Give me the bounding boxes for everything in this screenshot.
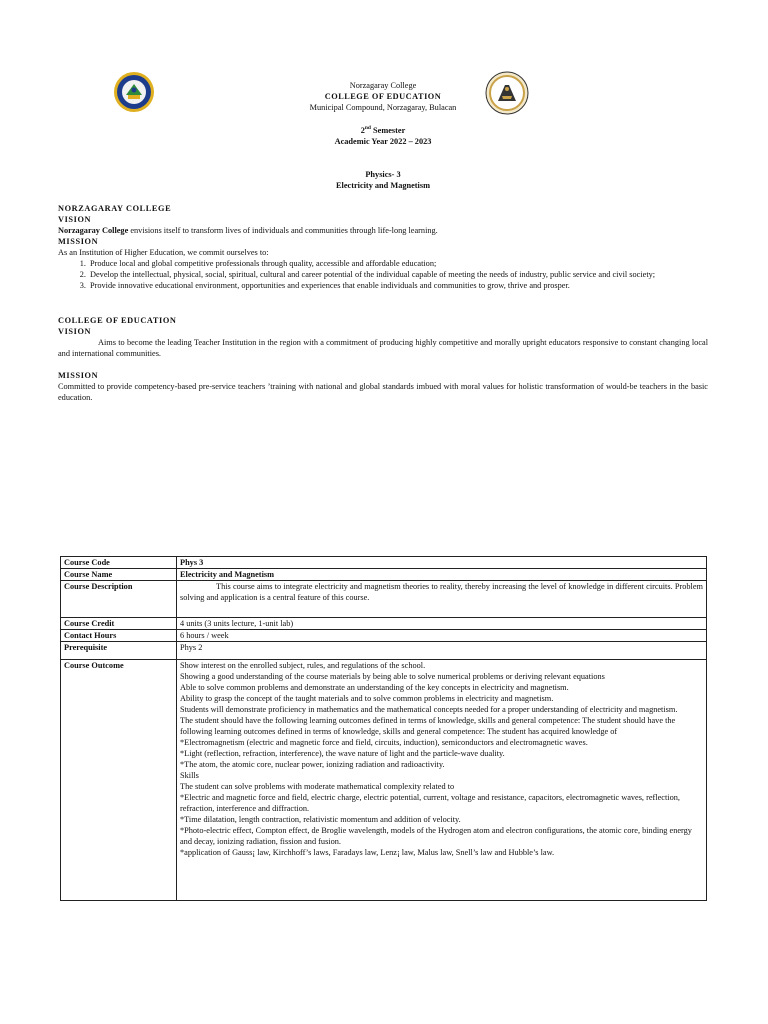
subject-block	[58, 169, 708, 191]
nc-mission-intro: As an Institution of Higher Education, we commit ourselves to:	[58, 248, 269, 257]
table-row	[61, 557, 707, 569]
list-item: 2. Develop the intellectual, physical, social, spiritual, cultural and career potential of the individual capable of meeting the needs of industry, public service and civil society;	[88, 269, 708, 280]
course-info-table	[60, 556, 707, 901]
prerequisite-label: Prerequisite	[61, 642, 177, 660]
coe-mission-label: MISSION	[58, 371, 99, 380]
list-item: Showing a good understanding of the course materials by being able to solve numerical problems or deriving relevant equations	[180, 672, 605, 681]
course-credit-label: Course Credit	[61, 618, 177, 630]
nc-mission-list	[58, 258, 708, 291]
coe-heading: COLLEGE OF EDUCATION	[58, 316, 177, 325]
coe-section	[58, 315, 708, 359]
course-credit-value: 4 units (3 units lecture, 1-unit lab)	[177, 618, 707, 630]
list-item: Show interest on the enrolled subject, rules, and regulations of the school.	[180, 661, 426, 670]
contact-hours-value: 6 hours / week	[177, 630, 707, 642]
prerequisite-value: Phys 2	[177, 642, 707, 660]
document-header	[58, 80, 708, 113]
college-address: Municipal Compound, Norzagaray, Bulacan	[309, 103, 457, 112]
subject-title: Electricity and Magnetism	[335, 181, 430, 190]
list-item: 1. Produce local and global competitive professionals through quality, accessible and affordable education;	[88, 258, 708, 269]
course-name-value: Electricity and Magnetism	[177, 569, 707, 581]
nc-mission-label: MISSION	[58, 237, 99, 246]
list-item: *Electric and magnetic force and field, electric charge, electric potential, current, voltage and resistance, capacitors, electromagnetic waves, reflection, refraction, interference and diffraction.	[180, 793, 680, 813]
list-item: *Light (reflection, refraction, interference), the wave nature of light and the particle-wave duality.	[180, 749, 505, 758]
list-item: The student should have the following learning outcomes defined in terms of knowledge, skills and general competence: The student should have the following learning outcomes defined in terms of knowledge, skills and general competence: The student has acquired knowledge of	[180, 716, 676, 736]
list-item: Skills	[180, 771, 199, 780]
course-code-label: Course Code	[61, 557, 177, 569]
course-description-value: This course aims to integrate electricity and magnetism theories to reality, thereby increasing the level of knowledge in different circuits. Problem solving and application is a central feature of this course.	[177, 581, 707, 618]
list-item: *Electromagnetism (electric and magnetic force and field, circuits, induction), semiconductors and electromagnetic waves.	[180, 738, 588, 747]
semester-block	[58, 125, 708, 147]
list-item: *application of Gauss¡ law, Kirchhoff’s laws, Faradays law, Lenz¡ law, Malus law, Snell’s law and Hubble’s law.	[180, 848, 555, 857]
course-outcome-label: Course Outcome	[61, 660, 177, 901]
course-description-label: Course Description	[61, 581, 177, 618]
nc-vision-label: VISION	[58, 215, 92, 224]
table-row	[61, 630, 707, 642]
list-item: *The atom, the atomic core, nuclear power, ionizing radiation and radioactivity.	[180, 760, 445, 769]
table-row	[61, 642, 707, 660]
list-item: Able to solve common problems and demonstrate an understanding of the key concepts in electricity and magnetism.	[180, 683, 569, 692]
coe-vision-text: Aims to become the leading Teacher Institution in the region with a commitment of producing highly competitive and morally upright educators responsive to constant changing local and international communities.	[58, 338, 708, 358]
coe-vision-label: VISION	[58, 327, 92, 336]
list-item: Students will demonstrate proficiency in mathematics and the mathematical concepts needed for a proper understanding of electricity and magnetism.	[180, 705, 678, 714]
academic-year: Academic Year 2022 – 2023	[334, 137, 432, 146]
nc-vision-text: Norzagaray College envisions itself to transform lives of individuals and communities through life-long learning.	[58, 226, 438, 235]
department-name: COLLEGE OF EDUCATION	[324, 92, 442, 101]
coe-mission-section	[58, 370, 708, 403]
coe-mission-text: Committed to provide competency-based pre-service teachers ’training with national and global standards imbued with moral values for holistic transformation of would-be teachers in the basic education.	[58, 382, 708, 402]
nc-section	[58, 203, 708, 291]
list-item: 3. Provide innovative educational environment, opportunities and experiences that enable individuals and communities to grow, thrive and prosper.	[88, 280, 708, 291]
college-name: Norzagaray College	[349, 81, 417, 90]
table-row	[61, 569, 707, 581]
nc-heading: NORZAGARAY COLLEGE	[58, 204, 172, 213]
course-name-label: Course Name	[61, 569, 177, 581]
list-item: *Time dilatation, length contraction, relativistic momentum and addition of velocity.	[180, 815, 461, 824]
list-item: Ability to grasp the concept of the taught materials and to solve common problems in electricity and magnetism.	[180, 694, 554, 703]
table-row	[61, 618, 707, 630]
course-code-value: Phys 3	[177, 557, 707, 569]
list-item: *Photo-electric effect, Compton effect, de Broglie wavelength, models of the Hydrogen atom and electron configurations, the atomic core, binding energy and decay, ionizing radiation, fission and fusion.	[180, 826, 692, 846]
table-row	[61, 660, 707, 901]
table-row	[61, 581, 707, 618]
course-outcome-value	[177, 660, 707, 901]
list-item: The student can solve problems with moderate mathematical complexity related to	[180, 782, 455, 791]
subject-code: Physics- 3	[365, 170, 401, 179]
contact-hours-label: Contact Hours	[61, 630, 177, 642]
semester-line: 2nd Semester	[360, 125, 406, 135]
